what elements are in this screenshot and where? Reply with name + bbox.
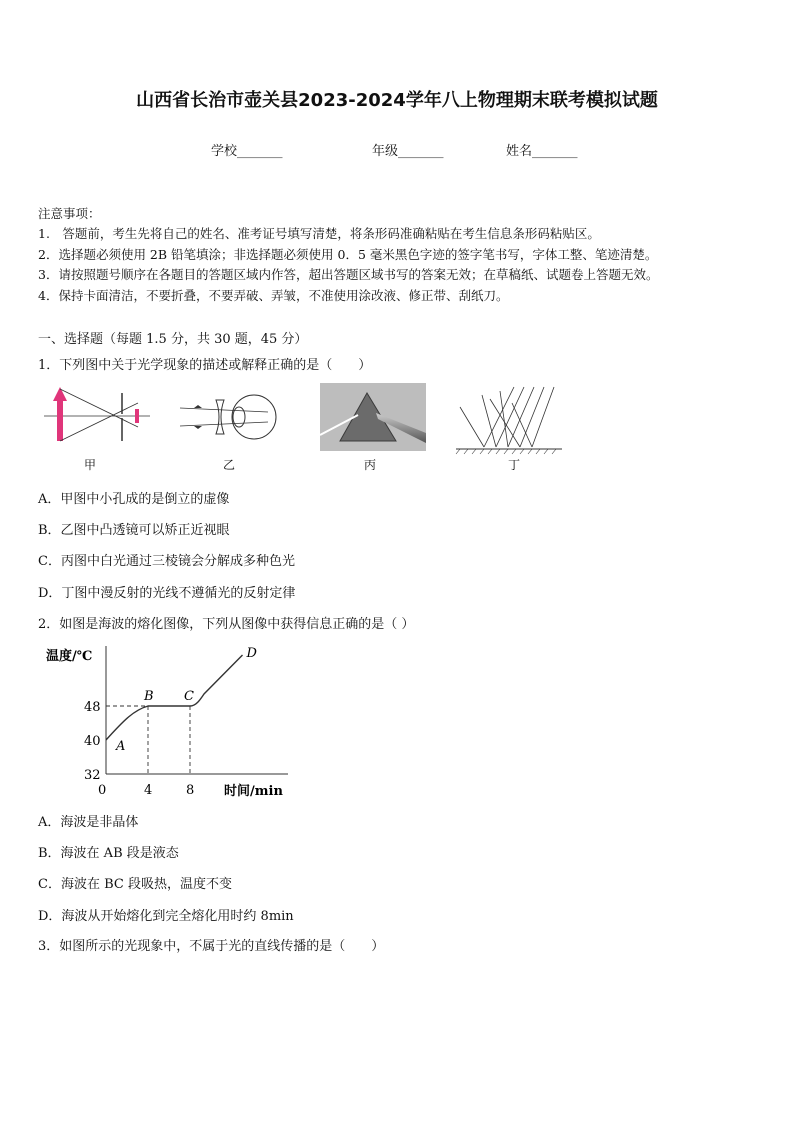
x-tick-label: 4 [144,783,153,798]
option-b[interactable]: B．海波在 AB 段是液态 [38,846,179,861]
option-d[interactable]: D．海波从开始熔化到完全熔化用时约 8min [38,909,294,924]
pinhole-figure [42,383,152,453]
light-ray [60,403,138,441]
notes-heading: 注意事项： [38,206,101,221]
eyeball [232,395,276,439]
figure-label-bing: 丙 [364,458,377,472]
ray-arrow [194,426,202,429]
light-ray [180,408,268,412]
figure-label-jia: 甲 [84,458,97,472]
question-1-stem: 1．下列图中关于光学现象的描述或解释正确的是（ ） [38,358,372,373]
prism-figure [320,383,426,451]
incident-rays [484,387,554,447]
y-tick-label: 32 [84,768,101,783]
crystalline-lens [233,407,245,427]
x-tick-label: 0 [98,783,107,798]
name-field[interactable]: 姓名_______ [506,144,578,159]
temperature-curve [106,655,243,740]
reflected-rays [460,391,532,447]
section-heading: 一、选择题（每题 1.5 分，共 30 题，45 分） [38,332,308,347]
figure-label-ding: 丁 [508,458,521,472]
option-a[interactable]: A．甲图中小孔成的是倒立的虚像 [38,492,230,507]
x-axis-label: 时间/min [224,784,283,799]
page-title: 山西省长治市壶关县2023-2024学年八上物理期末联考模拟试题 [136,90,658,111]
light-ray [180,422,268,426]
x-tick-label: 8 [186,783,195,798]
inverted-image [135,409,139,423]
note-item: 2．选择题必须使用 2B 铅笔填涂；非选择题必须使用 0．5 毫米黑色字迹的签字笔书写，字体工整、笔迹清楚。 [38,247,658,262]
point-label-c: C [184,689,194,704]
school-field[interactable]: 学校_______ [211,144,283,159]
point-label-d: D [246,646,257,661]
melting-curve-chart [40,640,300,805]
option-d[interactable]: D．丁图中漫反射的光线不遵循光的反射定律 [38,586,296,601]
light-ray [60,389,138,427]
question-3-stem: 3．如图所示的光现象中，不属于光的直线传播的是（ ） [38,939,385,954]
option-c[interactable]: C．海波在 BC 段吸热，温度不变 [38,877,232,892]
object-arrow [53,387,67,441]
option-b[interactable]: B．乙图中凸透镜可以矫正近视眼 [38,523,230,538]
option-c[interactable]: C．丙图中白光通过三棱镜会分解成多种色光 [38,554,295,569]
ray-arrow [194,405,202,408]
point-label-a: A [116,739,126,754]
concave-lens [216,400,224,434]
y-axis-label: 温度/℃ [46,649,93,664]
note-item: 3．请按照题号顺序在各题目的答题区域内作答，超出答题区域书写的答案无效；在草稿纸、试题卷上答题无效。 [38,267,659,282]
diffuse-reflection-figure [454,385,564,455]
option-a[interactable]: A．海波是非晶体 [38,815,139,830]
grade-field[interactable]: 年级_______ [372,144,444,159]
figure-label-yi: 乙 [223,458,236,472]
y-tick-label: 48 [84,700,101,715]
question-2-stem: 2．如图是海波的熔化图像，下列从图像中获得信息正确的是（ ） [38,617,415,632]
eye-lens-figure [178,392,288,442]
note-item: 1. 答题前，考生先将自己的姓名、准考证号填写清楚，将条形码准确粘贴在考生信息条形码粘贴区。 [38,226,600,241]
point-label-b: B [144,689,154,704]
y-tick-label: 40 [84,734,101,749]
surface-hatch [456,449,556,454]
note-item: 4．保持卡面清洁，不要折叠，不要弄破、弄皱，不准使用涂改液、修正带、刮纸刀。 [38,288,509,303]
